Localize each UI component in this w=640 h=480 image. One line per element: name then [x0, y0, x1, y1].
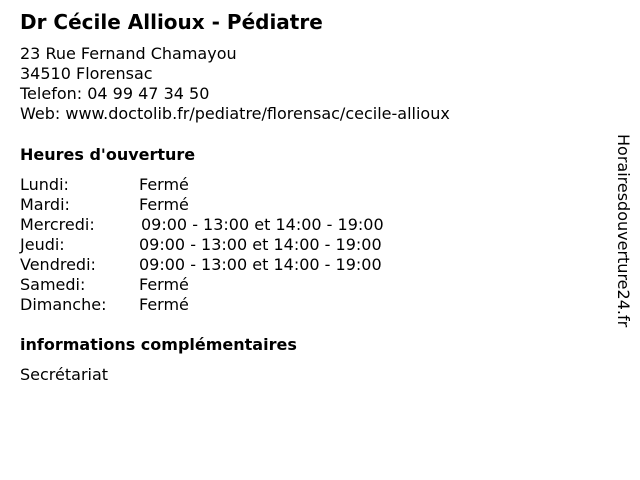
day-label: Dimanche: [20, 295, 107, 314]
hours-value: Fermé [139, 175, 189, 194]
site-watermark: Horairesdouverture24.fr [614, 134, 633, 328]
phone-number: Telefon: 04 99 47 34 50 [20, 84, 210, 103]
address-street: 23 Rue Fernand Chamayou [20, 44, 237, 63]
address-city: 34510 Florensac [20, 64, 153, 83]
opening-hours-heading: Heures d'ouverture [20, 145, 196, 164]
hours-value: 09:00 - 13:00 et 14:00 - 19:00 [139, 235, 382, 254]
day-label: Lundi: [20, 175, 69, 194]
additional-info-text: Secrétariat [20, 365, 109, 384]
hours-value: Fermé [139, 295, 189, 314]
day-label: Mercredi: [20, 215, 95, 234]
day-label: Samedi: [20, 275, 86, 294]
website-url: Web: www.doctolib.fr/pediatre/florensac/cecile-allioux [20, 104, 450, 123]
hours-value: 09:00 - 13:00 et 14:00 - 19:00 [141, 215, 384, 234]
page-title: Dr Cécile Allioux - Pédiatre [20, 10, 323, 34]
address-block [20, 44, 450, 124]
day-label: Vendredi: [20, 255, 96, 274]
hours-value: Fermé [139, 195, 189, 214]
hours-value: 09:00 - 13:00 et 14:00 - 19:00 [139, 255, 382, 274]
day-label: Jeudi: [20, 235, 65, 254]
hours-value: Fermé [139, 275, 189, 294]
day-label: Mardi: [20, 195, 70, 214]
additional-info-heading: informations complémentaires [20, 335, 297, 354]
